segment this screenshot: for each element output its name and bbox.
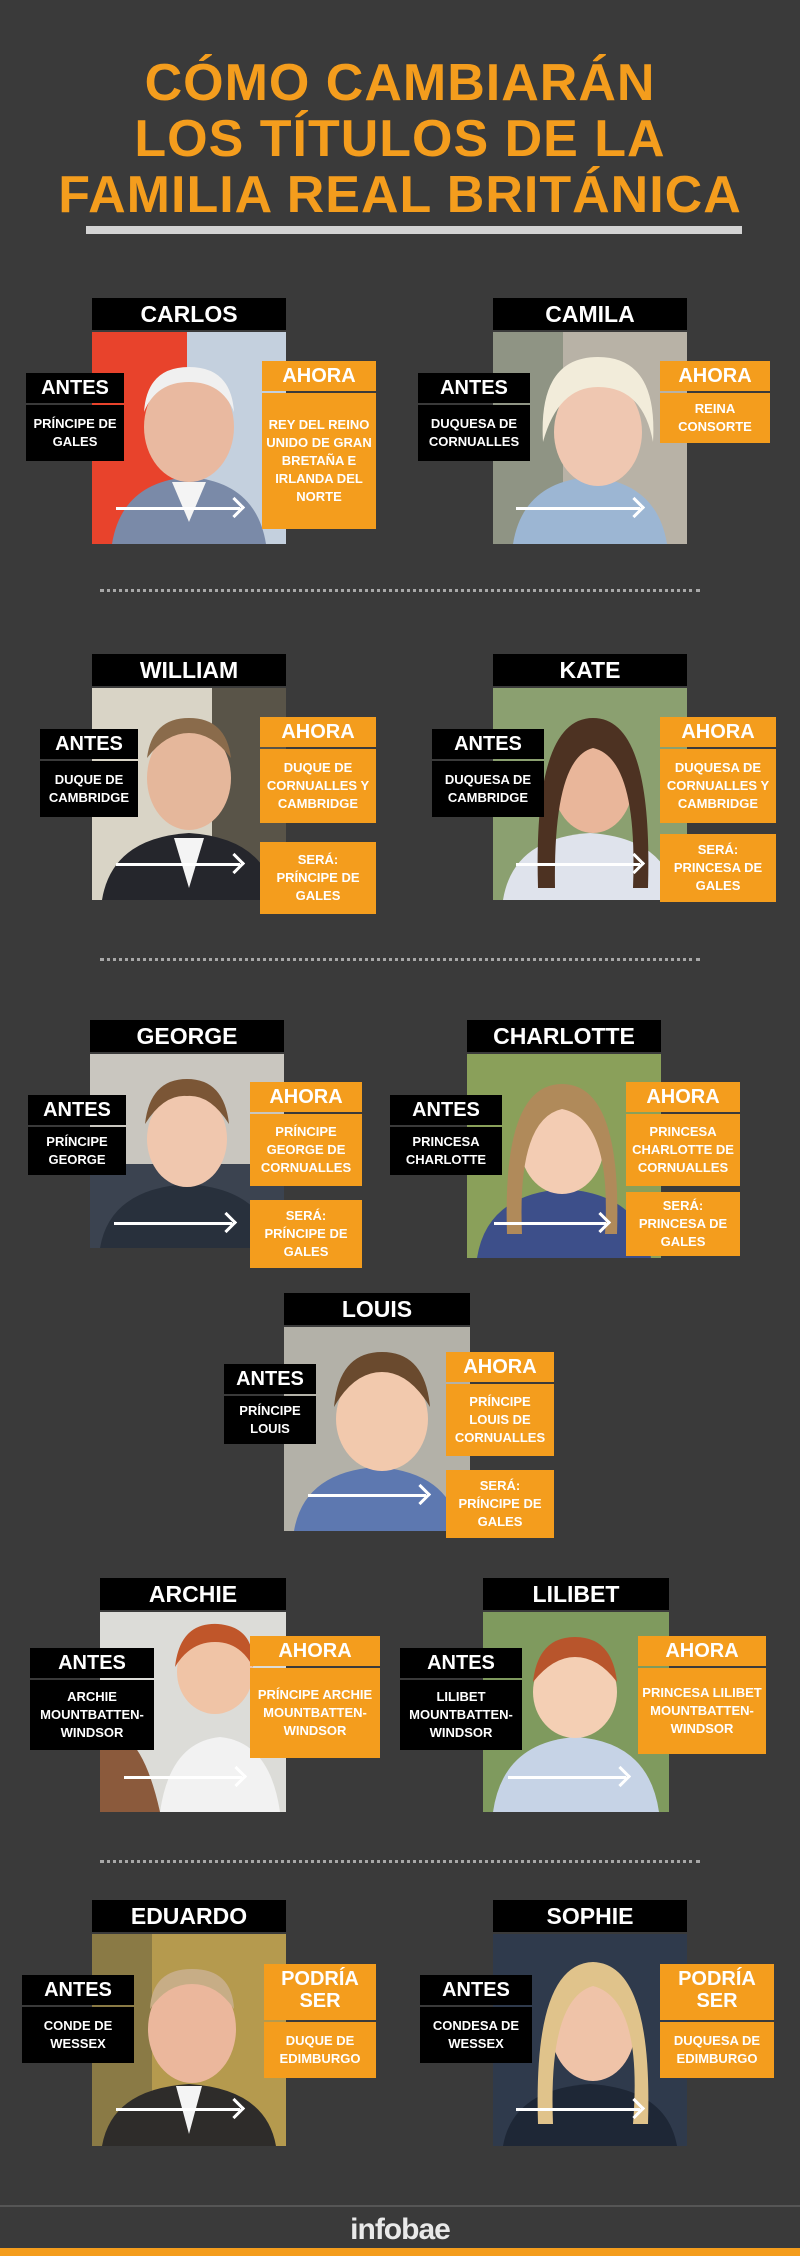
footer-line xyxy=(0,2205,800,2207)
ahora-label-camila: AHORA xyxy=(660,361,770,391)
antes-text-kate: DUQUESA DE CAMBRIDGE xyxy=(432,761,544,817)
name-charlotte: CHARLOTTE xyxy=(467,1020,661,1052)
ahora-label-carlos: AHORA xyxy=(262,361,376,391)
podria-label-eduardo: PODRÍA SER xyxy=(264,1964,376,2020)
ahora-text-louis: PRÍNCIPE LOUIS DE CORNUALLES xyxy=(446,1384,554,1456)
antes-text-carlos: PRÍNCIPE DE GALES xyxy=(26,405,124,461)
ahora-label-charlotte: AHORA xyxy=(626,1082,740,1112)
ahora-label-george: AHORA xyxy=(250,1082,362,1112)
arrow-william xyxy=(116,863,240,866)
antes-label-carlos: ANTES xyxy=(26,373,124,403)
sera-text-william: PRÍNCIPE DE GALES xyxy=(276,870,360,903)
title-underline xyxy=(86,226,742,234)
arrow-camila xyxy=(516,507,640,510)
sera-box-charlotte xyxy=(626,1192,740,1256)
arrow-archie xyxy=(124,1776,242,1779)
arrow-charlotte xyxy=(494,1222,606,1225)
ahora-label-william: AHORA xyxy=(260,717,376,747)
antes-text-george: PRÍNCIPE GEORGE xyxy=(28,1127,126,1175)
podria-text-sophie: DUQUESA DE EDIMBURGO xyxy=(660,2022,774,2078)
sera-box-kate xyxy=(660,834,776,902)
antes-label-eduardo: ANTES xyxy=(22,1975,134,2005)
name-louis: LOUIS xyxy=(284,1293,470,1325)
antes-label-charlotte: ANTES xyxy=(390,1095,502,1125)
sera-box-george xyxy=(250,1200,362,1268)
footer-accent-bar xyxy=(0,2248,800,2256)
antes-label-camila: ANTES xyxy=(418,373,530,403)
title-line-2: LOS TÍTULOS DE LA xyxy=(134,110,666,168)
antes-label-william: ANTES xyxy=(40,729,138,759)
sera-label-george: SERÁ: xyxy=(285,1208,327,1223)
ahora-text-kate: DUQUESA DE CORNUALLES Y CAMBRIDGE xyxy=(660,749,776,823)
arrow-george xyxy=(114,1222,232,1225)
ahora-text-camila: REINA CONSORTE xyxy=(660,393,770,443)
antes-text-louis: PRÍNCIPE LOUIS xyxy=(224,1396,316,1444)
sera-label-kate: SERÁ: xyxy=(697,842,739,857)
ahora-text-archie: PRÍNCIPE ARCHIE MOUNTBATTEN-WINDSOR xyxy=(250,1668,380,1758)
ahora-label-lilibet: AHORA xyxy=(638,1636,766,1666)
sera-text-louis: PRÍNCIPE DE GALES xyxy=(458,1496,542,1529)
antes-label-sophie: ANTES xyxy=(420,1975,532,2005)
name-lilibet: LILIBET xyxy=(483,1578,669,1610)
arrow-eduardo xyxy=(116,2108,240,2111)
ahora-text-william: DUQUE DE CORNUALLES Y CAMBRIDGE xyxy=(260,749,376,823)
page-title xyxy=(40,55,760,223)
ahora-text-carlos: REY DEL REINO UNIDO DE GRAN BRETAÑA E IRLANDA DEL NORTE xyxy=(262,393,376,529)
antes-label-archie: ANTES xyxy=(30,1648,154,1678)
antes-label-kate: ANTES xyxy=(432,729,544,759)
antes-text-william: DUQUE DE CAMBRIDGE xyxy=(40,761,138,817)
name-carlos: CARLOS xyxy=(92,298,286,330)
ahora-text-charlotte: PRINCESA CHARLOTTE DE CORNUALLES xyxy=(626,1114,740,1186)
name-sophie: SOPHIE xyxy=(493,1900,687,1932)
ahora-text-george: PRÍNCIPE GEORGE DE CORNUALLES xyxy=(250,1114,362,1186)
ahora-label-archie: AHORA xyxy=(250,1636,380,1666)
arrow-lilibet xyxy=(508,1776,626,1779)
antes-label-lilibet: ANTES xyxy=(400,1648,522,1678)
name-eduardo: EDUARDO xyxy=(92,1900,286,1932)
title-line-3: FAMILIA REAL BRITÁNICA xyxy=(58,166,742,224)
sera-text-george: PRÍNCIPE DE GALES xyxy=(264,1226,348,1259)
sera-box-louis xyxy=(446,1470,554,1538)
antes-text-charlotte: PRINCESA CHARLOTTE xyxy=(390,1127,502,1175)
footer xyxy=(0,2205,800,2256)
arrow-kate xyxy=(516,863,640,866)
antes-label-george: ANTES xyxy=(28,1095,126,1125)
antes-text-sophie: CONDESA DE WESSEX xyxy=(420,2007,532,2063)
sera-label-william: SERÁ: xyxy=(297,852,339,867)
antes-label-louis: ANTES xyxy=(224,1364,316,1394)
arrow-sophie xyxy=(516,2108,640,2111)
podria-text-eduardo: DUQUE DE EDIMBURGO xyxy=(264,2022,376,2078)
infobae-logo[interactable]: infobae xyxy=(350,2213,450,2246)
sera-box-william xyxy=(260,842,376,914)
ahora-label-louis: AHORA xyxy=(446,1352,554,1382)
sera-label-louis: SERÁ: xyxy=(479,1478,521,1493)
ahora-text-lilibet: PRINCESA LILIBET MOUNTBATTEN-WINDSOR xyxy=(638,1668,766,1754)
ahora-label-kate: AHORA xyxy=(660,717,776,747)
name-george: GEORGE xyxy=(90,1020,284,1052)
divider-1 xyxy=(100,589,700,592)
antes-text-camila: DUQUESA DE CORNUALLES xyxy=(418,405,530,461)
sera-label-charlotte: SERÁ: xyxy=(662,1198,704,1213)
antes-text-archie: ARCHIE MOUNTBATTEN-WINDSOR xyxy=(30,1680,154,1750)
sera-text-charlotte: PRINCESA DE GALES xyxy=(638,1216,728,1249)
podria-label-sophie: PODRÍA SER xyxy=(660,1964,774,2020)
title-line-1: CÓMO CAMBIARÁN xyxy=(144,54,656,112)
name-kate: KATE xyxy=(493,654,687,686)
name-william: WILLIAM xyxy=(92,654,286,686)
name-camila: CAMILA xyxy=(493,298,687,330)
arrow-carlos xyxy=(116,507,240,510)
divider-2 xyxy=(100,958,700,961)
arrow-louis xyxy=(308,1494,426,1497)
name-archie: ARCHIE xyxy=(100,1578,286,1610)
antes-text-eduardo: CONDE DE WESSEX xyxy=(22,2007,134,2063)
antes-text-lilibet: LILIBET MOUNTBATTEN-WINDSOR xyxy=(400,1680,522,1750)
divider-3 xyxy=(100,1860,700,1863)
sera-text-kate: PRINCESA DE GALES xyxy=(673,860,763,893)
